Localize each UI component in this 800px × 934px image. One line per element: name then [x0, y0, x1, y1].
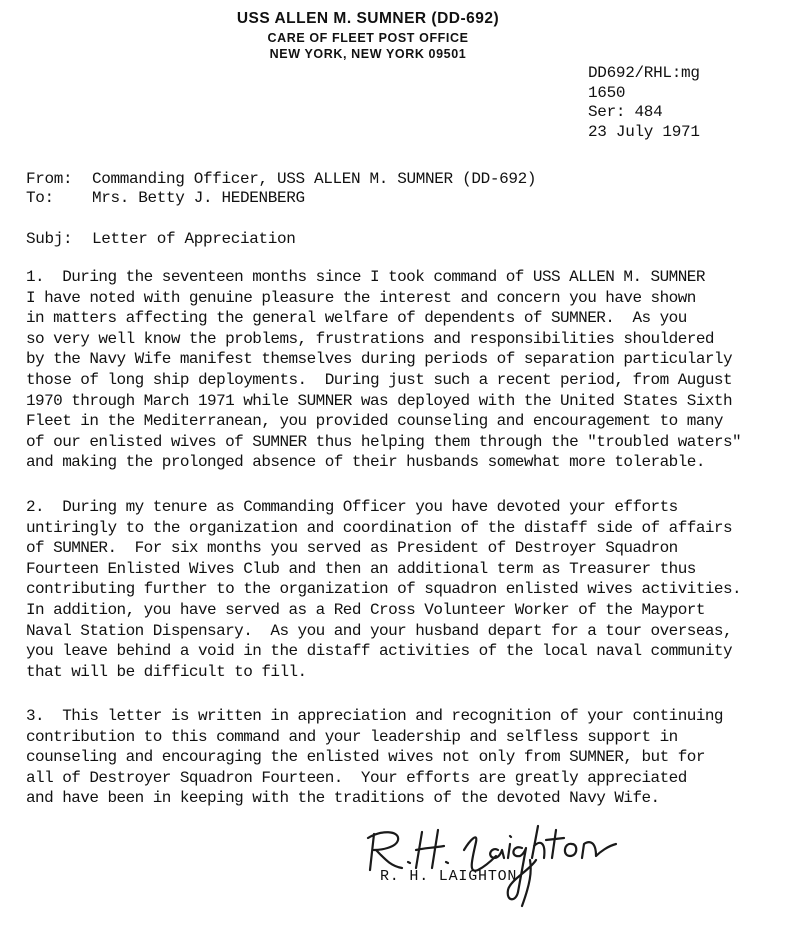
paragraph-line: Fourteen Enlisted Wives Club and then an additional term as Treasurer thus — [26, 559, 696, 578]
letterhead-city: NEW YORK, NEW YORK 09501 — [269, 47, 467, 61]
paragraph-line: 2. During my tenure as Commanding Officer you have devoted your efforts — [26, 498, 678, 516]
from-value: Commanding Officer, USS ALLEN M. SUMNER (DD-692) — [92, 170, 537, 188]
paragraph-line: 1. During the seventeen months since I took command of USS ALLEN M. SUMNER — [26, 268, 705, 286]
handwritten-signature — [360, 810, 620, 920]
paragraph-line: all of Destroyer Squadron Fourteen. Your efforts are greatly appreciated — [26, 768, 687, 787]
to-label: To: — [26, 189, 54, 207]
subject-label: Subj: — [26, 230, 73, 248]
paragraph-line: so very well know the problems, frustrations and responsibilities shouldered — [26, 329, 714, 348]
subject-line — [26, 230, 296, 248]
letterhead-ship-name: USS ALLEN M. SUMNER (DD-692) — [236, 10, 500, 27]
paragraph-line: 1970 through March 1971 while SUMNER was deployed with the United States Sixth — [26, 391, 733, 410]
paragraph-line: 3. This letter is written in appreciation and recognition of your continuing — [26, 707, 723, 725]
from-label: From: — [26, 170, 73, 188]
paragraph-line: contributing further to the organization of squadron enlisted wives activities. — [26, 580, 742, 599]
paragraph-3 — [26, 706, 796, 809]
paragraph-line: in matters affecting the general welfare of dependents of SUMNER. As you — [26, 309, 687, 328]
reference-number: 1650 — [588, 83, 626, 102]
paragraph-2 — [26, 497, 796, 682]
paragraph-line: Naval Station Dispensary. As you and your husband depart for a tour overseas, — [26, 621, 733, 640]
reference-block — [588, 64, 700, 142]
letterhead-care-of: CARE OF FLEET POST OFFICE — [267, 31, 469, 45]
paragraph-line: by the Navy Wife manifest themselves during periods of separation particularly — [26, 350, 733, 369]
paragraph-line: counseling and encouraging the enlisted wives not only from SUMNER, but for — [26, 748, 705, 767]
reference-code: DD692/RHL:mg — [588, 64, 700, 82]
paragraph-line: of our enlisted wives of SUMNER thus helping them through the "troubled waters" — [26, 432, 742, 451]
reference-serial: Ser: 484 — [588, 103, 663, 121]
paragraph-line: I have noted with genuine pleasure the interest and concern you have shown — [26, 288, 696, 307]
paragraph-1 — [26, 267, 796, 473]
paragraph-line: of SUMNER. For six months you served as President of Destroyer Squadron — [26, 539, 678, 558]
paragraph-line: those of long ship deployments. During just such a recent period, from August — [26, 370, 733, 389]
paragraph-line: that will be difficult to fill. — [26, 662, 307, 681]
subject-value: Letter of Appreciation — [92, 230, 296, 248]
to-value: Mrs. Betty J. HEDENBERG — [92, 189, 305, 207]
to-line — [26, 189, 305, 207]
paragraph-line: Fleet in the Mediterranean, you provided counseling and encouragement to many — [26, 412, 723, 431]
paragraph-line: and making the prolonged absence of their husbands somewhat more tolerable. — [26, 453, 705, 472]
paragraph-line: you leave behind a void in the distaff activities of the local naval community — [26, 642, 733, 661]
paragraph-line: and have been in keeping with the traditions of the devoted Navy Wife. — [26, 789, 660, 808]
paragraph-line: untiringly to the organization and coordination of the distaff side of affairs — [26, 518, 733, 537]
paragraph-line: contribution to this command and your leadership and selfless support in — [26, 727, 678, 746]
from-line — [26, 170, 536, 188]
paragraph-line: In addition, you have served as a Red Cross Volunteer Worker of the Mayport — [26, 600, 705, 619]
typed-signatory-name: R. H. LAIGHTON — [380, 868, 518, 885]
reference-date: 23 July 1971 — [588, 122, 700, 141]
